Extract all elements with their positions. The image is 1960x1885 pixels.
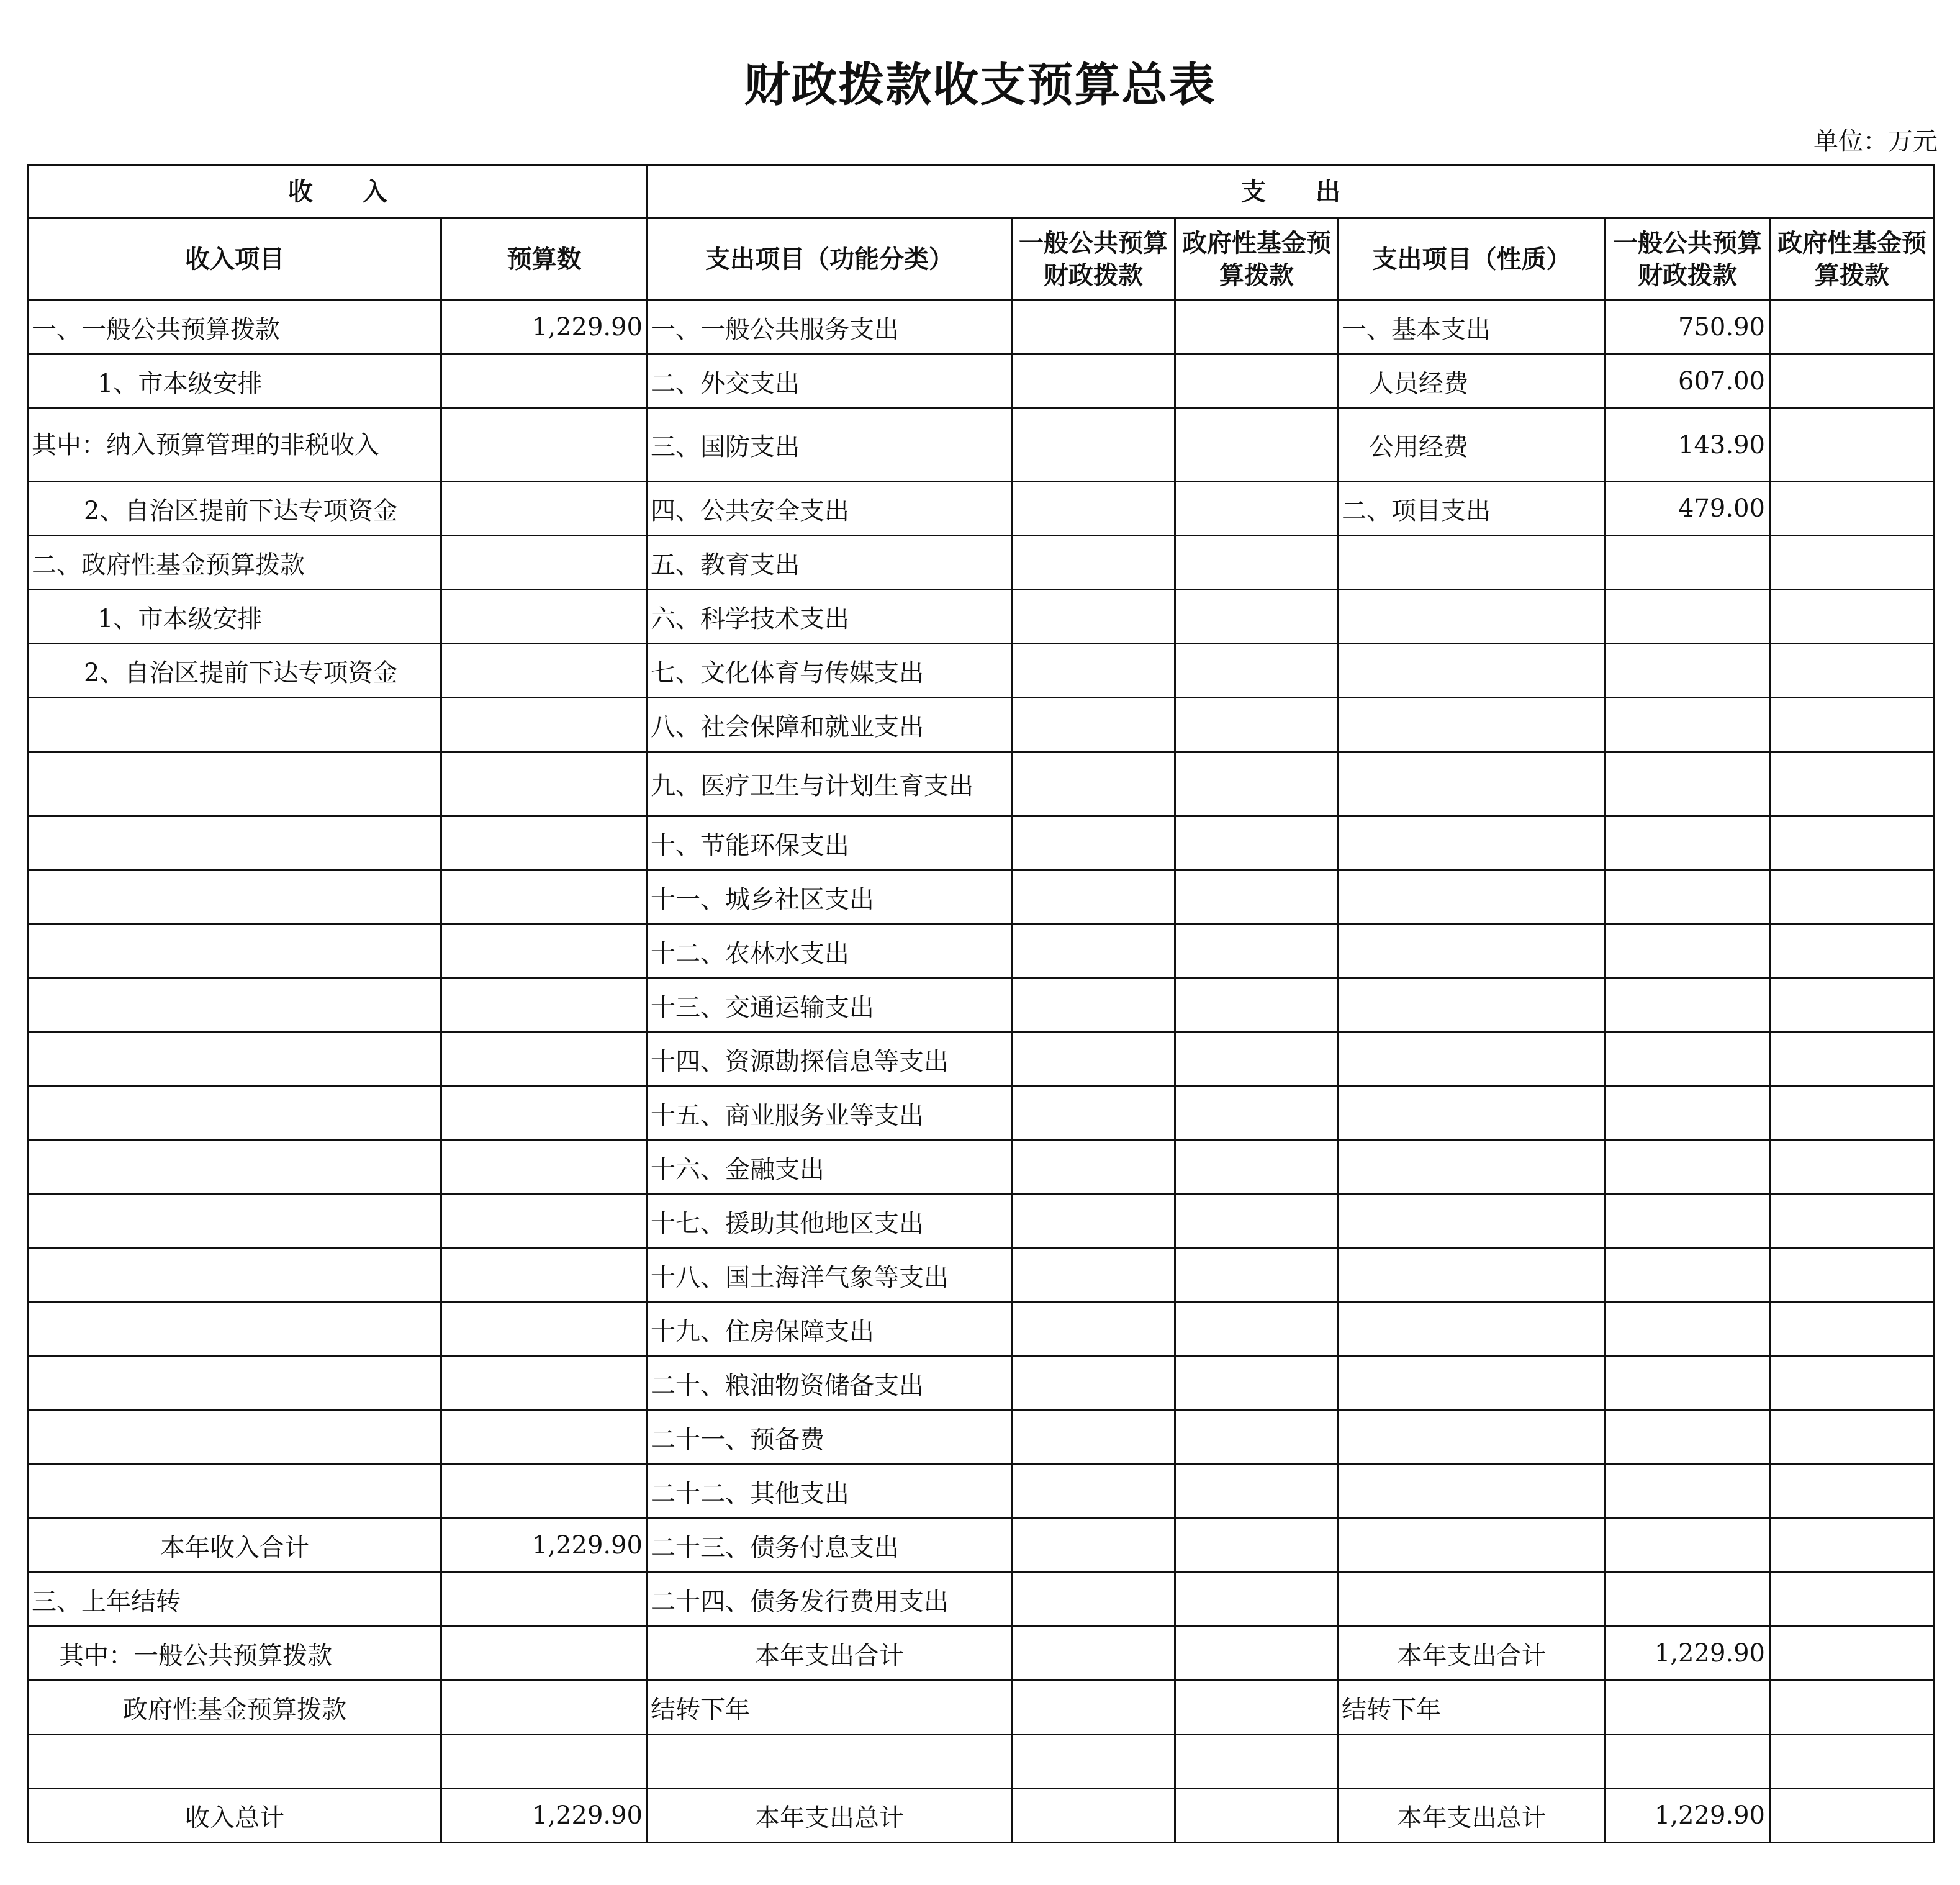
func-gov-fund-cell: [1175, 1303, 1339, 1357]
nature-gen-pub-cell: 143.90: [1605, 409, 1770, 482]
expense-nature-cell: [1339, 816, 1605, 870]
table-row: [29, 1465, 1935, 1519]
budget-cell: [441, 644, 648, 698]
income-item-cell: [29, 1141, 441, 1195]
func-gov-fund-cell: [1175, 590, 1339, 644]
income-item-cell: 收入总计: [29, 1789, 441, 1843]
expense-func-cell: 一、一般公共服务支出: [648, 301, 1012, 355]
col-header-exp-func: 支出项目（功能分类）: [648, 219, 1012, 301]
func-gov-fund-cell: [1175, 644, 1339, 698]
nature-gen-pub-cell: [1605, 1033, 1770, 1087]
nature-gov-fund-cell: [1770, 1357, 1935, 1411]
table-row: [29, 1627, 1935, 1681]
unit-label: 单位：万元: [1813, 127, 1938, 156]
income-item-cell: [29, 1735, 441, 1789]
expense-nature-cell: 一、基本支出: [1339, 301, 1605, 355]
nature-gen-pub-cell: [1605, 536, 1770, 590]
income-item-cell: 一、一般公共预算拨款: [29, 301, 441, 355]
income-item-cell: 2、自治区提前下达专项资金: [29, 644, 441, 698]
table-row: [29, 1303, 1935, 1357]
expense-nature-cell: [1339, 1303, 1605, 1357]
expense-func-cell: 十九、住房保障支出: [648, 1303, 1012, 1357]
budget-cell: [441, 1033, 648, 1087]
func-gov-fund-cell: [1175, 1411, 1339, 1465]
expense-nature-cell: [1339, 1087, 1605, 1141]
func-gov-fund-cell: [1175, 536, 1339, 590]
table-row: [29, 1681, 1935, 1735]
table-row: [29, 536, 1935, 590]
expense-func-cell: 十四、资源勘探信息等支出: [648, 1033, 1012, 1087]
nature-gen-pub-cell: [1605, 1303, 1770, 1357]
expense-func-cell: 十八、国土海洋气象等支出: [648, 1249, 1012, 1303]
nature-gen-pub-cell: [1605, 1195, 1770, 1249]
func-gov-fund-cell: [1175, 1141, 1339, 1195]
nature-gov-fund-cell: [1770, 644, 1935, 698]
nature-gov-fund-cell: [1770, 752, 1935, 816]
nature-gen-pub-cell: [1605, 1249, 1770, 1303]
table-row: [29, 1087, 1935, 1141]
table-row: [29, 870, 1935, 924]
func-gen-pub-cell: [1012, 301, 1175, 355]
nature-gen-pub-cell: 479.00: [1605, 482, 1770, 536]
table-row: [29, 1195, 1935, 1249]
func-gov-fund-cell: [1175, 1519, 1339, 1573]
expense-nature-cell: [1339, 698, 1605, 752]
nature-gen-pub-cell: 607.00: [1605, 355, 1770, 409]
expense-func-cell: 本年支出合计: [648, 1627, 1012, 1681]
table-row: [29, 816, 1935, 870]
table-row: [29, 1573, 1935, 1627]
expense-func-cell: 四、公共安全支出: [648, 482, 1012, 536]
budget-cell: [441, 1573, 648, 1627]
table-row: [29, 1411, 1935, 1465]
budget-cell: [441, 752, 648, 816]
table-row: [29, 482, 1935, 536]
budget-cell: 1,229.90: [441, 1519, 648, 1573]
income-item-cell: [29, 1087, 441, 1141]
func-gov-fund-cell: [1175, 1681, 1339, 1735]
func-gen-pub-cell: [1012, 1573, 1175, 1627]
nature-gen-pub-cell: [1605, 1357, 1770, 1411]
budget-cell: [441, 1411, 648, 1465]
expense-nature-cell: [1339, 979, 1605, 1033]
nature-gov-fund-cell: [1770, 409, 1935, 482]
nature-gen-pub-cell: [1605, 1087, 1770, 1141]
nature-gen-pub-cell: [1605, 1519, 1770, 1573]
nature-gov-fund-cell: [1770, 698, 1935, 752]
expense-nature-cell: [1339, 1033, 1605, 1087]
expense-func-cell: 十七、援助其他地区支出: [648, 1195, 1012, 1249]
func-gov-fund-cell: [1175, 752, 1339, 816]
expense-func-cell: 结转下年: [648, 1681, 1012, 1735]
nature-gen-pub-cell: [1605, 1141, 1770, 1195]
income-item-cell: 二、政府性基金预算拨款: [29, 536, 441, 590]
nature-gen-pub-cell: [1605, 1735, 1770, 1789]
func-gov-fund-cell: [1175, 355, 1339, 409]
func-gov-fund-cell: [1175, 979, 1339, 1033]
func-gen-pub-cell: [1012, 698, 1175, 752]
budget-cell: [441, 870, 648, 924]
nature-gen-pub-cell: [1605, 698, 1770, 752]
table-row: [29, 1735, 1935, 1789]
func-gen-pub-cell: [1012, 752, 1175, 816]
income-item-cell: [29, 924, 441, 979]
nature-gov-fund-cell: [1770, 301, 1935, 355]
table-row: [29, 1141, 1935, 1195]
column-header-row: [29, 219, 1935, 301]
nature-gen-pub-cell: [1605, 979, 1770, 1033]
expense-nature-cell: [1339, 1141, 1605, 1195]
func-gen-pub-cell: [1012, 1141, 1175, 1195]
expense-func-cell: 十三、交通运输支出: [648, 979, 1012, 1033]
income-item-cell: [29, 752, 441, 816]
nature-gen-pub-cell: [1605, 816, 1770, 870]
expense-nature-cell: [1339, 1411, 1605, 1465]
expense-nature-cell: [1339, 752, 1605, 816]
func-gen-pub-cell: [1012, 1303, 1175, 1357]
func-gov-fund-cell: [1175, 1033, 1339, 1087]
expense-func-cell: 十二、农林水支出: [648, 924, 1012, 979]
expense-nature-cell: [1339, 1735, 1605, 1789]
expense-nature-cell: 结转下年: [1339, 1681, 1605, 1735]
income-item-cell: [29, 1303, 441, 1357]
func-gen-pub-cell: [1012, 1735, 1175, 1789]
nature-gen-pub-cell: [1605, 1465, 1770, 1519]
func-gov-fund-cell: [1175, 1573, 1339, 1627]
expense-func-cell: 二十四、债务发行费用支出: [648, 1573, 1012, 1627]
budget-cell: [441, 1681, 648, 1735]
nature-gen-pub-cell: 750.90: [1605, 301, 1770, 355]
income-item-cell: [29, 816, 441, 870]
budget-cell: [441, 355, 648, 409]
expense-nature-cell: 本年支出总计: [1339, 1789, 1605, 1843]
col-header-budget: 预算数: [441, 219, 648, 301]
expense-func-cell: 二十二、其他支出: [648, 1465, 1012, 1519]
income-item-cell: [29, 1465, 441, 1519]
func-gen-pub-cell: [1012, 536, 1175, 590]
income-item-cell: [29, 979, 441, 1033]
nature-gov-fund-cell: [1770, 1789, 1935, 1843]
table-row: [29, 409, 1935, 482]
func-gov-fund-cell: [1175, 924, 1339, 979]
income-item-cell: 1、市本级安排: [29, 355, 441, 409]
income-item-cell: 1、市本级安排: [29, 590, 441, 644]
func-gov-fund-cell: [1175, 1627, 1339, 1681]
nature-gov-fund-cell: [1770, 816, 1935, 870]
expense-nature-cell: [1339, 870, 1605, 924]
func-gov-fund-cell: [1175, 1789, 1339, 1843]
income-item-cell: [29, 1411, 441, 1465]
nature-gen-pub-cell: 1,229.90: [1605, 1789, 1770, 1843]
nature-gov-fund-cell: [1770, 1033, 1935, 1087]
nature-gov-fund-cell: [1770, 924, 1935, 979]
budget-cell: [441, 816, 648, 870]
income-item-cell: [29, 1033, 441, 1087]
budget-cell: [441, 1627, 648, 1681]
budget-cell: 1,229.90: [441, 301, 648, 355]
nature-gov-fund-cell: [1770, 979, 1935, 1033]
nature-gov-fund-cell: [1770, 536, 1935, 590]
nature-gen-pub-cell: [1605, 1411, 1770, 1465]
func-gen-pub-cell: [1012, 1519, 1175, 1573]
expense-func-cell: 十一、城乡社区支出: [648, 870, 1012, 924]
budget-cell: [441, 924, 648, 979]
income-item-cell: 其中：纳入预算管理的非税收入: [29, 409, 441, 482]
budget-cell: [441, 698, 648, 752]
table-row: [29, 752, 1935, 816]
expense-func-cell: 八、社会保障和就业支出: [648, 698, 1012, 752]
func-gen-pub-cell: [1012, 482, 1175, 536]
expense-nature-cell: [1339, 590, 1605, 644]
nature-gen-pub-cell: [1605, 644, 1770, 698]
func-gov-fund-cell: [1175, 301, 1339, 355]
budget-cell: [441, 590, 648, 644]
expense-func-cell: 六、科学技术支出: [648, 590, 1012, 644]
table-row: [29, 590, 1935, 644]
expense-nature-cell: [1339, 924, 1605, 979]
table-row: [29, 1357, 1935, 1411]
income-section-header: 收 入: [29, 165, 648, 219]
expense-func-cell: [648, 1735, 1012, 1789]
func-gen-pub-cell: [1012, 1411, 1175, 1465]
func-gov-fund-cell: [1175, 1249, 1339, 1303]
nature-gov-fund-cell: [1770, 482, 1935, 536]
income-item-cell: 三、上年结转: [29, 1573, 441, 1627]
func-gen-pub-cell: [1012, 1033, 1175, 1087]
func-gen-pub-cell: [1012, 1249, 1175, 1303]
nature-gen-pub-cell: [1605, 924, 1770, 979]
func-gen-pub-cell: [1012, 1357, 1175, 1411]
func-gen-pub-cell: [1012, 870, 1175, 924]
budget-cell: [441, 1087, 648, 1141]
table-row: [29, 644, 1935, 698]
expense-nature-cell: [1339, 536, 1605, 590]
budget-cell: [441, 1249, 648, 1303]
section-header-row: [29, 165, 1935, 219]
table-row: [29, 698, 1935, 752]
expense-nature-cell: 本年支出合计: [1339, 1627, 1605, 1681]
table-row: [29, 1033, 1935, 1087]
func-gen-pub-cell: [1012, 979, 1175, 1033]
income-item-cell: 其中：一般公共预算拨款: [29, 1627, 441, 1681]
col-header-gov-fund-2: 政府性基金预算拨款: [1770, 219, 1935, 301]
nature-gov-fund-cell: [1770, 355, 1935, 409]
expense-nature-cell: 人员经费: [1339, 355, 1605, 409]
func-gov-fund-cell: [1175, 1087, 1339, 1141]
table-row: [29, 979, 1935, 1033]
func-gen-pub-cell: [1012, 924, 1175, 979]
expense-func-cell: 十、节能环保支出: [648, 816, 1012, 870]
col-header-gen-pub-2: 一般公共预算财政拨款: [1605, 219, 1770, 301]
budget-table: [27, 164, 1935, 1843]
nature-gen-pub-cell: [1605, 590, 1770, 644]
func-gen-pub-cell: [1012, 1465, 1175, 1519]
func-gov-fund-cell: [1175, 409, 1339, 482]
nature-gov-fund-cell: [1770, 870, 1935, 924]
table-row: [29, 1789, 1935, 1843]
nature-gov-fund-cell: [1770, 1681, 1935, 1735]
func-gov-fund-cell: [1175, 698, 1339, 752]
func-gen-pub-cell: [1012, 1627, 1175, 1681]
income-item-cell: [29, 870, 441, 924]
expense-func-cell: 十六、金融支出: [648, 1141, 1012, 1195]
expense-func-cell: 本年支出总计: [648, 1789, 1012, 1843]
func-gov-fund-cell: [1175, 1735, 1339, 1789]
budget-cell: [441, 482, 648, 536]
expense-nature-cell: 二、项目支出: [1339, 482, 1605, 536]
expense-nature-cell: [1339, 1465, 1605, 1519]
expense-func-cell: 二、外交支出: [648, 355, 1012, 409]
expense-nature-cell: [1339, 1519, 1605, 1573]
expense-nature-cell: [1339, 1249, 1605, 1303]
expense-func-cell: 五、教育支出: [648, 536, 1012, 590]
nature-gov-fund-cell: [1770, 1573, 1935, 1627]
income-item-cell: [29, 698, 441, 752]
budget-cell: [441, 1195, 648, 1249]
nature-gen-pub-cell: [1605, 752, 1770, 816]
expense-nature-cell: [1339, 644, 1605, 698]
expense-func-cell: 二十一、预备费: [648, 1411, 1012, 1465]
nature-gov-fund-cell: [1770, 1195, 1935, 1249]
func-gen-pub-cell: [1012, 590, 1175, 644]
func-gen-pub-cell: [1012, 1087, 1175, 1141]
page-title: 财政拨款收支预算总表: [744, 58, 1216, 112]
expense-func-cell: 九、医疗卫生与计划生育支出: [648, 752, 1012, 816]
nature-gen-pub-cell: [1605, 1573, 1770, 1627]
func-gov-fund-cell: [1175, 482, 1339, 536]
func-gov-fund-cell: [1175, 1195, 1339, 1249]
nature-gen-pub-cell: [1605, 1681, 1770, 1735]
budget-cell: [441, 536, 648, 590]
func-gov-fund-cell: [1175, 1357, 1339, 1411]
expense-section-header: 支 出: [648, 165, 1935, 219]
nature-gov-fund-cell: [1770, 1627, 1935, 1681]
budget-cell: [441, 1303, 648, 1357]
nature-gov-fund-cell: [1770, 1411, 1935, 1465]
income-item-cell: 本年收入合计: [29, 1519, 441, 1573]
func-gov-fund-cell: [1175, 870, 1339, 924]
nature-gov-fund-cell: [1770, 1249, 1935, 1303]
income-item-cell: [29, 1195, 441, 1249]
func-gen-pub-cell: [1012, 1789, 1175, 1843]
budget-cell: [441, 1735, 648, 1789]
nature-gen-pub-cell: 1,229.90: [1605, 1627, 1770, 1681]
budget-cell: [441, 1357, 648, 1411]
col-header-income-item: 收入项目: [29, 219, 441, 301]
budget-cell: [441, 1141, 648, 1195]
col-header-gen-pub: 一般公共预算财政拨款: [1012, 219, 1175, 301]
table-row: [29, 1519, 1935, 1573]
table-row: [29, 924, 1935, 979]
nature-gov-fund-cell: [1770, 1087, 1935, 1141]
income-item-cell: [29, 1249, 441, 1303]
nature-gov-fund-cell: [1770, 1465, 1935, 1519]
expense-nature-cell: [1339, 1357, 1605, 1411]
nature-gov-fund-cell: [1770, 1735, 1935, 1789]
expense-func-cell: 十五、商业服务业等支出: [648, 1087, 1012, 1141]
income-item-cell: 政府性基金预算拨款: [29, 1681, 441, 1735]
budget-cell: [441, 1465, 648, 1519]
expense-func-cell: 二十三、债务付息支出: [648, 1519, 1012, 1573]
expense-func-cell: 二十、粮油物资储备支出: [648, 1357, 1012, 1411]
col-header-gov-fund: 政府性基金预算拨款: [1175, 219, 1339, 301]
budget-cell: 1,229.90: [441, 1789, 648, 1843]
nature-gov-fund-cell: [1770, 1519, 1935, 1573]
table-row: [29, 1249, 1935, 1303]
func-gov-fund-cell: [1175, 1465, 1339, 1519]
expense-nature-cell: [1339, 1573, 1605, 1627]
budget-cell: [441, 979, 648, 1033]
func-gen-pub-cell: [1012, 1681, 1175, 1735]
expense-func-cell: 七、文化体育与传媒支出: [648, 644, 1012, 698]
expense-nature-cell: 公用经费: [1339, 409, 1605, 482]
nature-gen-pub-cell: [1605, 870, 1770, 924]
func-gen-pub-cell: [1012, 355, 1175, 409]
budget-cell: [441, 409, 648, 482]
col-header-exp-nature: 支出项目（性质）: [1339, 219, 1605, 301]
table-row: [29, 355, 1935, 409]
nature-gov-fund-cell: [1770, 1303, 1935, 1357]
func-gen-pub-cell: [1012, 1195, 1175, 1249]
expense-nature-cell: [1339, 1195, 1605, 1249]
func-gen-pub-cell: [1012, 409, 1175, 482]
income-item-cell: [29, 1357, 441, 1411]
func-gov-fund-cell: [1175, 816, 1339, 870]
expense-func-cell: 三、国防支出: [648, 409, 1012, 482]
nature-gov-fund-cell: [1770, 590, 1935, 644]
nature-gov-fund-cell: [1770, 1141, 1935, 1195]
func-gen-pub-cell: [1012, 816, 1175, 870]
income-item-cell: 2、自治区提前下达专项资金: [29, 482, 441, 536]
func-gen-pub-cell: [1012, 644, 1175, 698]
table-row: [29, 301, 1935, 355]
